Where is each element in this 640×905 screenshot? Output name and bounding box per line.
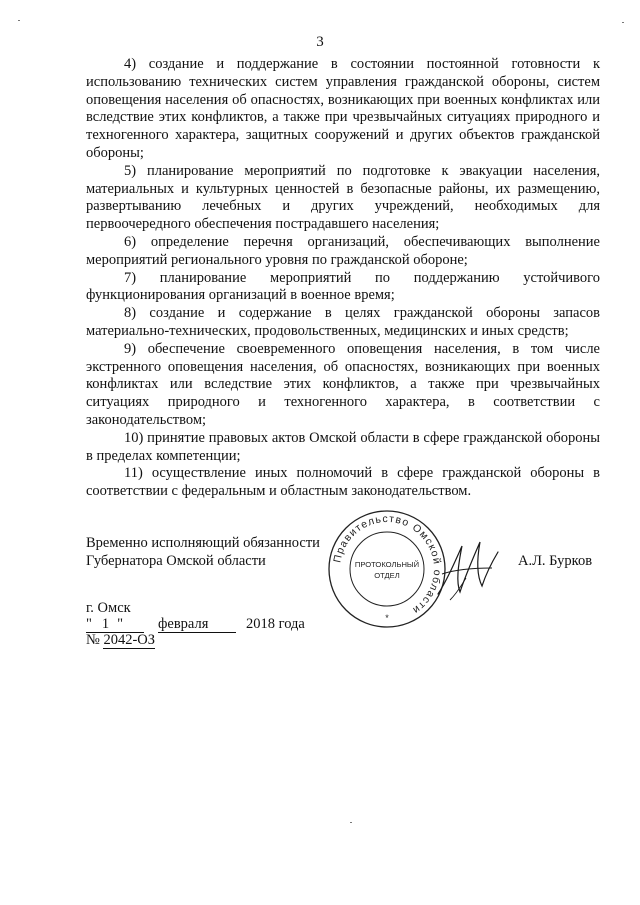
date-line — [86, 616, 305, 632]
number-line — [86, 632, 305, 648]
document-footer — [86, 600, 305, 648]
list-item: 9) обеспечение своевременного оповещения населения, в том числе экстренного оповещения населения, об опасностях, возникающих при военных конфликтах или вследствие этих конфликтов, а также при чрезвычайных ситуациях природного и техногенного характера, в соответствии с законодательством; — [86, 340, 600, 428]
law-text — [86, 56, 600, 501]
official-stamp — [326, 508, 448, 630]
stamp-center-line-1: ПРОТОКОЛЬНЫЙ — [354, 560, 420, 569]
date-year: 2018 года — [246, 616, 305, 632]
signatory-title — [86, 534, 320, 570]
handwritten-signature — [432, 534, 502, 606]
scan-dot — [350, 822, 352, 823]
date-close-quote: " — [117, 616, 124, 632]
stamp-center-line-2: ОТДЕЛ — [374, 571, 400, 580]
signatory-name: А.Л. Бурков — [518, 553, 593, 569]
date-day-field — [86, 616, 144, 633]
list-item: 5) планирование мероприятий по подготовке к эвакуации населения, материальных и культурных ценностей в безопасные районы, их размещению, развертыванию лечебных и других учреждений, необходимых для первоочередного обеспечения пострадавшего населения; — [86, 162, 600, 233]
signatory-title-line-1: Временно исполняющий обязанности — [86, 535, 320, 551]
document-number: 2042-ОЗ — [103, 632, 156, 648]
signatory-title-line-2: Губернатора Омской области — [86, 553, 266, 569]
list-item: 7) планирование мероприятий по поддержанию устойчивого функционирования организаций в военное время; — [86, 269, 600, 304]
city-line: г. Омск — [86, 600, 131, 616]
stamp-star: * — [385, 613, 389, 623]
list-item: 6) определение перечня организаций, обеспечивающих выполнение мероприятий регионального уровня по гражданской обороне; — [86, 233, 600, 268]
list-item: 10) принятие правовых актов Омской области в сфере гражданской обороны в пределах компетенции; — [86, 429, 600, 464]
scan-dot — [622, 22, 624, 23]
date-month: февраля — [158, 616, 236, 633]
date-day: 1 — [101, 616, 110, 632]
list-item: 4) создание и поддержание в состоянии постоянной готовности к использованию технических систем управления гражданской обороны, систем оповещения населения об опасностях, возникающих при военных конфликтах или вследствие этих конфликтов, а также при чрезвычайных ситуациях природного и техногенного характера, защитных сооружений и других объектов гражданской обороны; — [86, 56, 600, 161]
stamp-ring-text: Правительство Омской области — [331, 512, 444, 617]
list-item: 11) осуществление иных полномочий в сфере гражданской обороны в соответствии с федеральным и областным законодательством. — [86, 465, 600, 500]
scan-dot — [18, 20, 20, 21]
number-label: № — [86, 632, 100, 648]
date-open-quote: " — [86, 616, 92, 632]
list-item: 8) создание и содержание в целях гражданской обороны запасов материально-технических, продовольственных, медицинских и иных средств; — [86, 305, 600, 339]
page-number: 3 — [316, 34, 324, 50]
